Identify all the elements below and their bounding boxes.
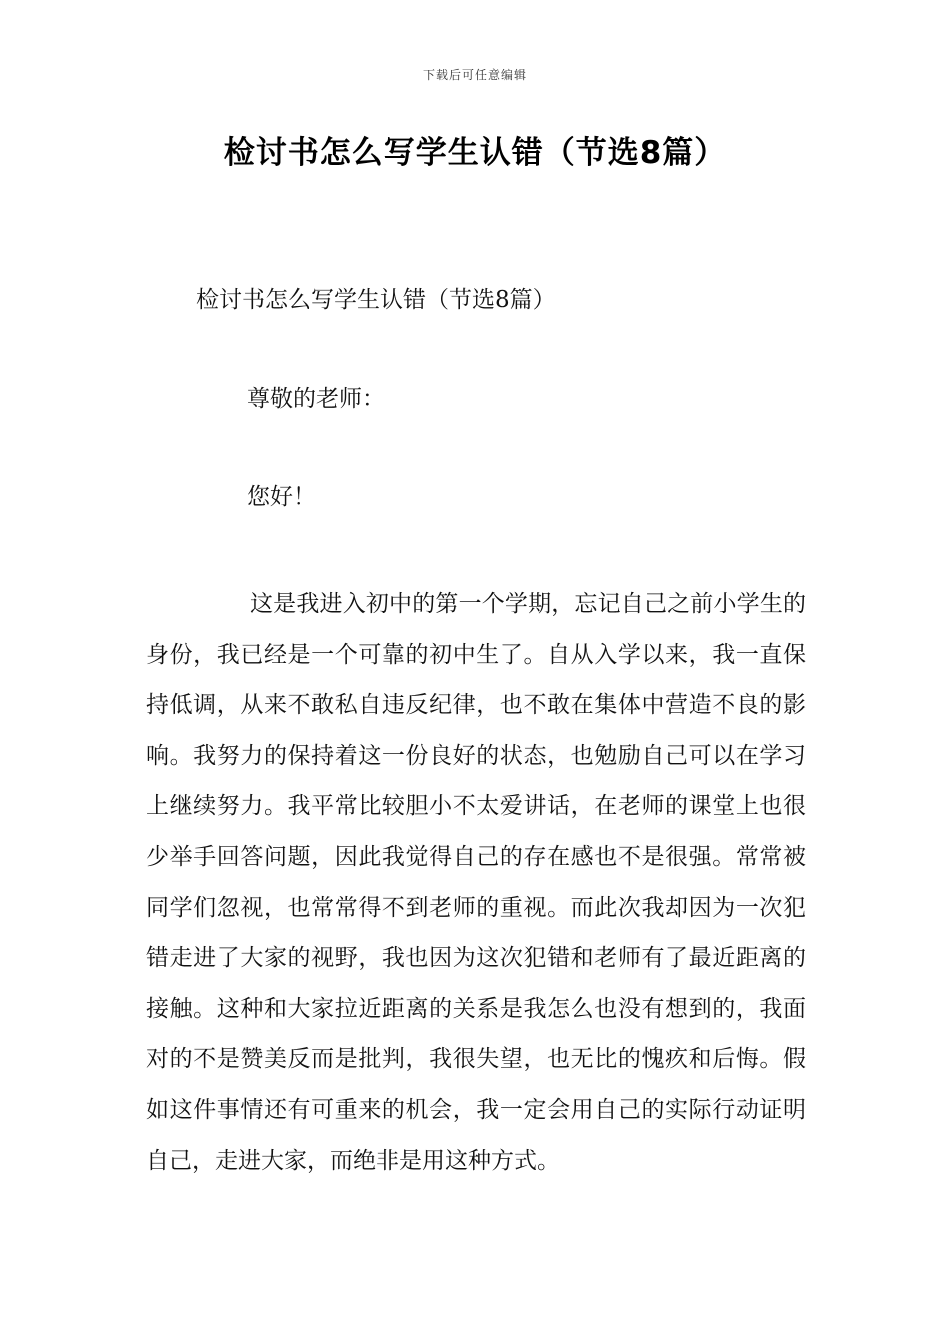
header-note: 下载后可任意编辑 bbox=[422, 68, 527, 82]
greeting: 您好！ bbox=[247, 484, 316, 510]
document-title: 检讨书怎么写学生认错（节选8篇） bbox=[223, 135, 727, 171]
document-subtitle: 检讨书怎么写学生认错（节选8篇） bbox=[196, 287, 556, 313]
salutation: 尊敬的老师： bbox=[247, 386, 385, 412]
body-paragraph: 这是我进入初中的第一个学期，忘记自己之前小学生的身份，我已经是一个可靠的初中生了。自从入学以来，我一直保持低调，从来不敢私自违反纪律，也不敢在集体中营造不良的影响。我努力的保持着这一份良好的状态，也勉励自己可以在学习上继续努力。我平常比较胆小不太爱讲话，在老师的课堂上也很少举手回答问题，因此我觉得自己的存在感也不是很强。常常被同学们忽视，也常常得不到老师的重视。而此次我却因为一次犯错走进了大家的视野，我也因为这次犯错和老师有了最近距离的接触。这种和大家拉近距离的关系是我怎么也没有想到的，我面对的不是赞美反而是批判，我很失望，也无比的愧疚和后悔。假如这件事情还有可重来的机会，我一定会用自己的实际行动证明自己，走进大家，而绝非是用这种方式。 bbox=[146, 591, 806, 1174]
